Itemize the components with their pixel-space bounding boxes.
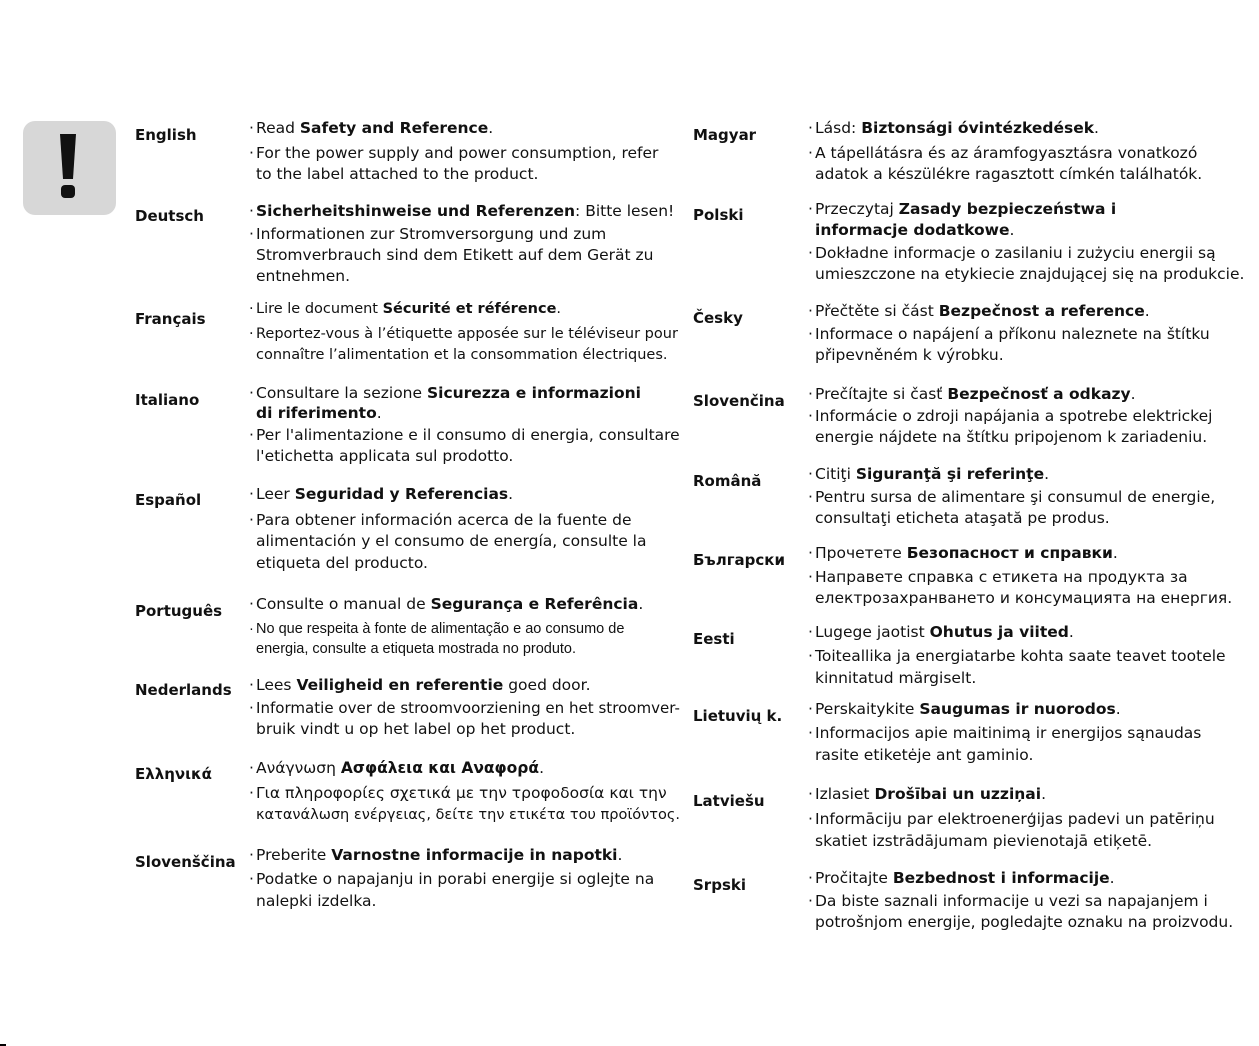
instruction-text: Lugege jaotist (815, 623, 930, 641)
instruction-text: . (376, 404, 382, 422)
instruction-text: A tápellátásra és az áramfogyasztásra vonatkozó (815, 144, 1198, 162)
instruction-text: connaître l’alimentation et la consommation électriques. (256, 347, 668, 363)
instruction-line (808, 622, 1074, 644)
language-label-slovenscina: Slovenščina (135, 853, 236, 871)
instruction-text: Informatie over de stroomvoorziening en het stroomver- (256, 699, 680, 717)
language-label-polski: Polski (693, 206, 744, 224)
bullet-dot: · (808, 568, 813, 586)
instruction-text: . (1144, 302, 1150, 320)
bullet-dot: · (808, 488, 813, 506)
document-reference-text: Zasady bezpieczeństwa i (898, 200, 1117, 218)
instruction-text: Perskaitykite (815, 700, 920, 718)
instruction-text: etiqueta del producto. (256, 554, 428, 572)
instruction-line (808, 143, 1198, 165)
instruction-text: Reportez-vous à l’étiquette apposée sur le téléviseur pour (256, 326, 678, 342)
document-reference-text: Ασφάλεια και Αναφορά (340, 759, 540, 777)
language-label-slovencina: Slovenčina (693, 392, 785, 410)
instruction-text: Informácie o zdroji napájania a spotrebe elektrickej (815, 407, 1213, 425)
instruction-line (815, 912, 1233, 934)
document-reference-text: Sicurezza e informazioni (426, 384, 641, 402)
instruction-line (249, 143, 659, 165)
instruction-line (815, 831, 1152, 853)
bullet-dot: · (249, 202, 254, 220)
instruction-line (815, 508, 1110, 530)
instruction-text: Informacijos apie maitinimą ir energijos sąnaudas (815, 724, 1202, 742)
instruction-line (249, 783, 667, 805)
bullet-dot: · (249, 119, 254, 137)
instruction-line (808, 646, 1226, 668)
bullet-dot: · (249, 784, 254, 802)
instruction-text: електрозахранването и консумацията на енергия. (815, 589, 1233, 607)
instruction-text: . (1112, 544, 1118, 562)
instruction-line (256, 531, 647, 553)
document-reference-text: Sécurité et référence (382, 301, 557, 317)
document-reference-text: Varnostne informacije in napotki (331, 846, 618, 864)
bullet-dot: · (808, 700, 813, 718)
instruction-line (808, 406, 1213, 428)
bullet-dot: · (808, 544, 813, 562)
instruction-text: Podatke o napajanju in porabi energije si oglejte na (256, 870, 655, 888)
warning-badge (23, 121, 116, 215)
document-reference-text: Bezbednost i informacije (892, 869, 1110, 887)
document-reference-text: Sicherheitshinweise und Referenzen (256, 202, 576, 220)
document-reference-text: Siguranţă şi referinţe (855, 465, 1045, 483)
bullet-dot: · (808, 200, 813, 218)
instruction-text: Přečtěte si část (815, 302, 939, 320)
instruction-line (256, 553, 428, 575)
bullet-dot: · (808, 647, 813, 665)
instruction-text: energia, consulte a etiqueta mostrada no produto. (256, 641, 577, 657)
instruction-line (249, 484, 514, 506)
instruction-text: alimentación y el consumo de energía, consulte la (256, 532, 647, 550)
instruction-line (815, 588, 1232, 610)
instruction-text: Pročitajte (815, 869, 893, 887)
bullet-dot: · (249, 870, 254, 888)
instruction-line (808, 809, 1215, 831)
instruction-text: Da biste saznali informacije u vezi sa napajanjem i (815, 892, 1208, 910)
instruction-line (808, 384, 1136, 406)
instruction-text: . (1044, 465, 1050, 483)
instruction-text: umieszczone na etykiecie znajdującej się na produkcie. (815, 265, 1245, 283)
instruction-line (249, 201, 675, 223)
instruction-text: . (508, 485, 514, 503)
instruction-line (256, 446, 513, 468)
instruction-text: . (1068, 623, 1074, 641)
bullet-dot: · (249, 225, 254, 243)
instruction-text: Dokładne informacje o zasilaniu i zużyciu energii są (815, 244, 1216, 262)
instruction-text: připevněném k výrobku. (815, 346, 1004, 364)
instruction-text: . (488, 119, 494, 137)
instruction-line (815, 220, 1014, 242)
instruction-text: nalepki izdelka. (256, 892, 377, 910)
instruction-line (808, 487, 1216, 509)
bullet-dot: · (249, 759, 254, 777)
language-label-latviesu: Latviešu (693, 792, 765, 810)
instruction-text: . (556, 301, 562, 317)
document-reference-text: Segurança e Referência (430, 595, 639, 613)
instruction-line (249, 619, 625, 639)
instruction-line (249, 845, 623, 867)
bullet-dot: · (249, 699, 254, 717)
bullet-dot: · (808, 869, 813, 887)
bullet-dot: · (808, 724, 813, 742)
language-label-nederlands: Nederlands (135, 681, 232, 699)
bullet-dot: · (808, 144, 813, 162)
bullet-dot: · (808, 325, 813, 343)
language-label-cesky: Česky (693, 309, 743, 327)
instruction-text: . (617, 846, 623, 864)
instruction-text: Read (256, 119, 300, 137)
bullet-dot: · (808, 623, 813, 641)
bullet-dot: · (808, 385, 813, 403)
instruction-text: energie nájdete na štítku pripojenom k zariadeniu. (815, 428, 1208, 446)
language-label-български: Български (693, 551, 785, 569)
instruction-line (808, 891, 1208, 913)
instruction-line (249, 299, 562, 321)
instruction-text: consultaţi eticheta ataşată pe produs. (815, 509, 1110, 527)
language-label-portugues: Português (135, 602, 223, 620)
bullet-dot: · (249, 384, 254, 402)
bullet-dot: · (249, 511, 254, 529)
instruction-line (249, 324, 678, 346)
bullet-dot: · (249, 144, 254, 162)
bullet-dot: · (808, 785, 813, 803)
bullet-dot: · (808, 302, 813, 320)
instruction-text: : Bitte lesen! (575, 202, 675, 220)
exclamation-icon (23, 121, 116, 215)
instruction-line (249, 698, 680, 720)
instruction-text: Направете справка с етикета на продукта за (815, 568, 1188, 586)
instruction-line (808, 324, 1210, 346)
instruction-line (808, 699, 1121, 721)
instruction-line (808, 118, 1099, 140)
instruction-line (256, 266, 350, 288)
bullet-dot: · (249, 621, 254, 637)
language-label-italiano: Italiano (135, 391, 200, 409)
language-label-romana: Română (693, 472, 762, 490)
instruction-line (808, 301, 1150, 323)
instruction-line (808, 543, 1118, 565)
instruction-line (808, 464, 1050, 486)
document-reference-text: informacje dodatkowe (815, 221, 1010, 239)
instruction-line (256, 164, 538, 186)
instruction-text: . (1109, 869, 1115, 887)
document-reference-text: Ohutus ja viited (929, 623, 1069, 641)
instruction-line (256, 403, 382, 425)
instruction-text: No que respeita à fonte de alimentação e ao consumo de (256, 621, 625, 637)
instruction-text: Stromverbrauch sind dem Etikett auf dem Gerät zu (256, 246, 654, 264)
instruction-line (256, 719, 575, 741)
instruction-text: Per l'alimentazione e il consumo di energia, consultare (256, 426, 680, 444)
instruction-line (249, 675, 591, 697)
instruction-text: adatok a készülékre ragasztott címkén találhatók. (815, 165, 1203, 183)
instruction-line (249, 758, 544, 780)
instruction-text: kinnitatud märgiselt. (815, 669, 977, 687)
instruction-line (808, 567, 1188, 589)
instruction-text: . (1130, 385, 1136, 403)
language-label-espanol: Español (135, 491, 202, 509)
instruction-line (249, 594, 644, 616)
instruction-text: goed door. (503, 676, 591, 694)
instruction-line (815, 264, 1244, 286)
instruction-line (808, 243, 1216, 265)
bullet-dot: · (808, 810, 813, 828)
instruction-line (808, 868, 1115, 890)
instruction-line (808, 199, 1117, 221)
document-reference-text: Bezpečnost a reference (938, 302, 1145, 320)
document-reference-text: di riferimento (256, 404, 377, 422)
instruction-text: . (539, 759, 544, 777)
document-reference-text: Veiligheid en referentie (296, 676, 504, 694)
instruction-text: potrošnjom energije, pogledajte oznaku na proizvodu. (815, 913, 1234, 931)
instruction-text: skatiet izstrādājumam pievienotajā etiķetē. (815, 832, 1153, 850)
document-reference-text: Safety and Reference (299, 119, 489, 137)
instruction-text: Para obtener información acerca de la fuente de (256, 511, 632, 529)
instruction-text: . (1009, 221, 1015, 239)
document-reference-text: Bezpečnosť a odkazy (947, 385, 1131, 403)
instruction-line (256, 345, 667, 367)
instruction-text: Consulte o manual de (256, 595, 431, 613)
instruction-text: Preberite (256, 846, 332, 864)
instruction-text: Citiţi (815, 465, 856, 483)
language-label-english: English (135, 126, 197, 144)
instruction-line (249, 869, 655, 891)
bullet-dot: · (249, 326, 254, 342)
instruction-text: rasite etiketėje ant gaminio. (815, 746, 1034, 764)
instruction-line (249, 224, 607, 246)
instruction-text: Lees (256, 676, 297, 694)
bullet-dot: · (249, 595, 254, 613)
instruction-line (815, 164, 1202, 186)
instruction-text: . (1094, 119, 1099, 137)
instruction-text: bruik vindt u op het label op het product. (256, 720, 576, 738)
bullet-dot: · (249, 426, 254, 444)
instruction-text: Για πληροφορίες σχετικά με την τροφοδοσία και την (256, 784, 667, 802)
instruction-text: Informationen zur Stromversorgung und zum (256, 225, 607, 243)
instruction-line (815, 427, 1207, 449)
language-label-srpski: Srpski (693, 876, 746, 894)
instruction-text: Ανάγνωση (256, 759, 341, 777)
bullet-dot: · (249, 485, 254, 503)
instruction-line (249, 510, 632, 532)
instruction-line (256, 639, 576, 659)
instruction-text: . (1041, 785, 1046, 803)
instruction-text: entnehmen. (256, 267, 351, 285)
bullet-dot: · (808, 892, 813, 910)
document-reference-text: Biztonsági óvintézkedések (861, 119, 1095, 137)
instruction-text: Pentru sursa de alimentare şi consumul de energie, (815, 488, 1216, 506)
instruction-text: . (1115, 700, 1121, 718)
instruction-line (808, 723, 1202, 745)
instruction-line (815, 668, 976, 690)
instruction-text: Toiteallika ja energiatarbe kohta saate teavet tootele (815, 647, 1226, 665)
instruction-line (249, 383, 641, 405)
document-reference-text: Безопасност и справки (906, 544, 1113, 562)
instruction-line (249, 118, 494, 140)
instruction-text: κατανάλωση ενέργειας, δείτε την ετικέτα του προϊόντος. (256, 807, 680, 823)
instruction-line (256, 891, 376, 913)
instruction-text: Izlasiet (815, 785, 875, 803)
bullet-dot: · (249, 846, 254, 864)
language-label-ελληνικα: Ελληνικά (135, 765, 212, 783)
instruction-text: Leer (256, 485, 295, 503)
instruction-text: to the label attached to the product. (256, 165, 539, 183)
instruction-text: . (638, 595, 644, 613)
instruction-text: For the power supply and power consumption, refer (256, 144, 659, 162)
language-label-francais: Français (135, 310, 206, 328)
instruction-text: Przeczytaj (815, 200, 899, 218)
bullet-dot: · (249, 301, 254, 317)
instruction-line (256, 245, 654, 267)
instruction-text: Informace o napájení a příkonu naleznete na štítku (815, 325, 1210, 343)
instruction-text: l'etichetta applicata sul prodotto. (256, 447, 514, 465)
bullet-dot: · (808, 465, 813, 483)
instruction-text: Прочетете (815, 544, 907, 562)
document-reference-text: Seguridad y Referencias (294, 485, 509, 503)
instruction-line (815, 745, 1033, 767)
language-label-eesti: Eesti (693, 630, 735, 648)
instruction-text: Lire le document (256, 301, 383, 317)
instruction-text: Consultare la sezione (256, 384, 427, 402)
instruction-line (808, 784, 1046, 806)
instruction-line (815, 345, 1004, 367)
instruction-text: Informāciju par elektroenerģijas padevi un patēriņu (815, 810, 1215, 828)
language-label-magyar: Magyar (693, 126, 757, 144)
bullet-dot: · (808, 407, 813, 425)
bullet-dot: · (249, 676, 254, 694)
bullet-dot: · (808, 244, 813, 262)
instruction-text: Prečítajte si časť (815, 385, 948, 403)
language-label-lietuviu-k: Lietuvių k. (693, 707, 783, 725)
instruction-text: Lásd: (815, 119, 862, 137)
instruction-line (256, 805, 680, 827)
bullet-dot: · (808, 119, 813, 137)
language-label-deutsch: Deutsch (135, 207, 204, 225)
document-reference-text: Saugumas ir nuorodos (919, 700, 1116, 718)
document-reference-text: Drošībai un uzziņai (874, 785, 1042, 803)
instruction-line (249, 425, 680, 447)
